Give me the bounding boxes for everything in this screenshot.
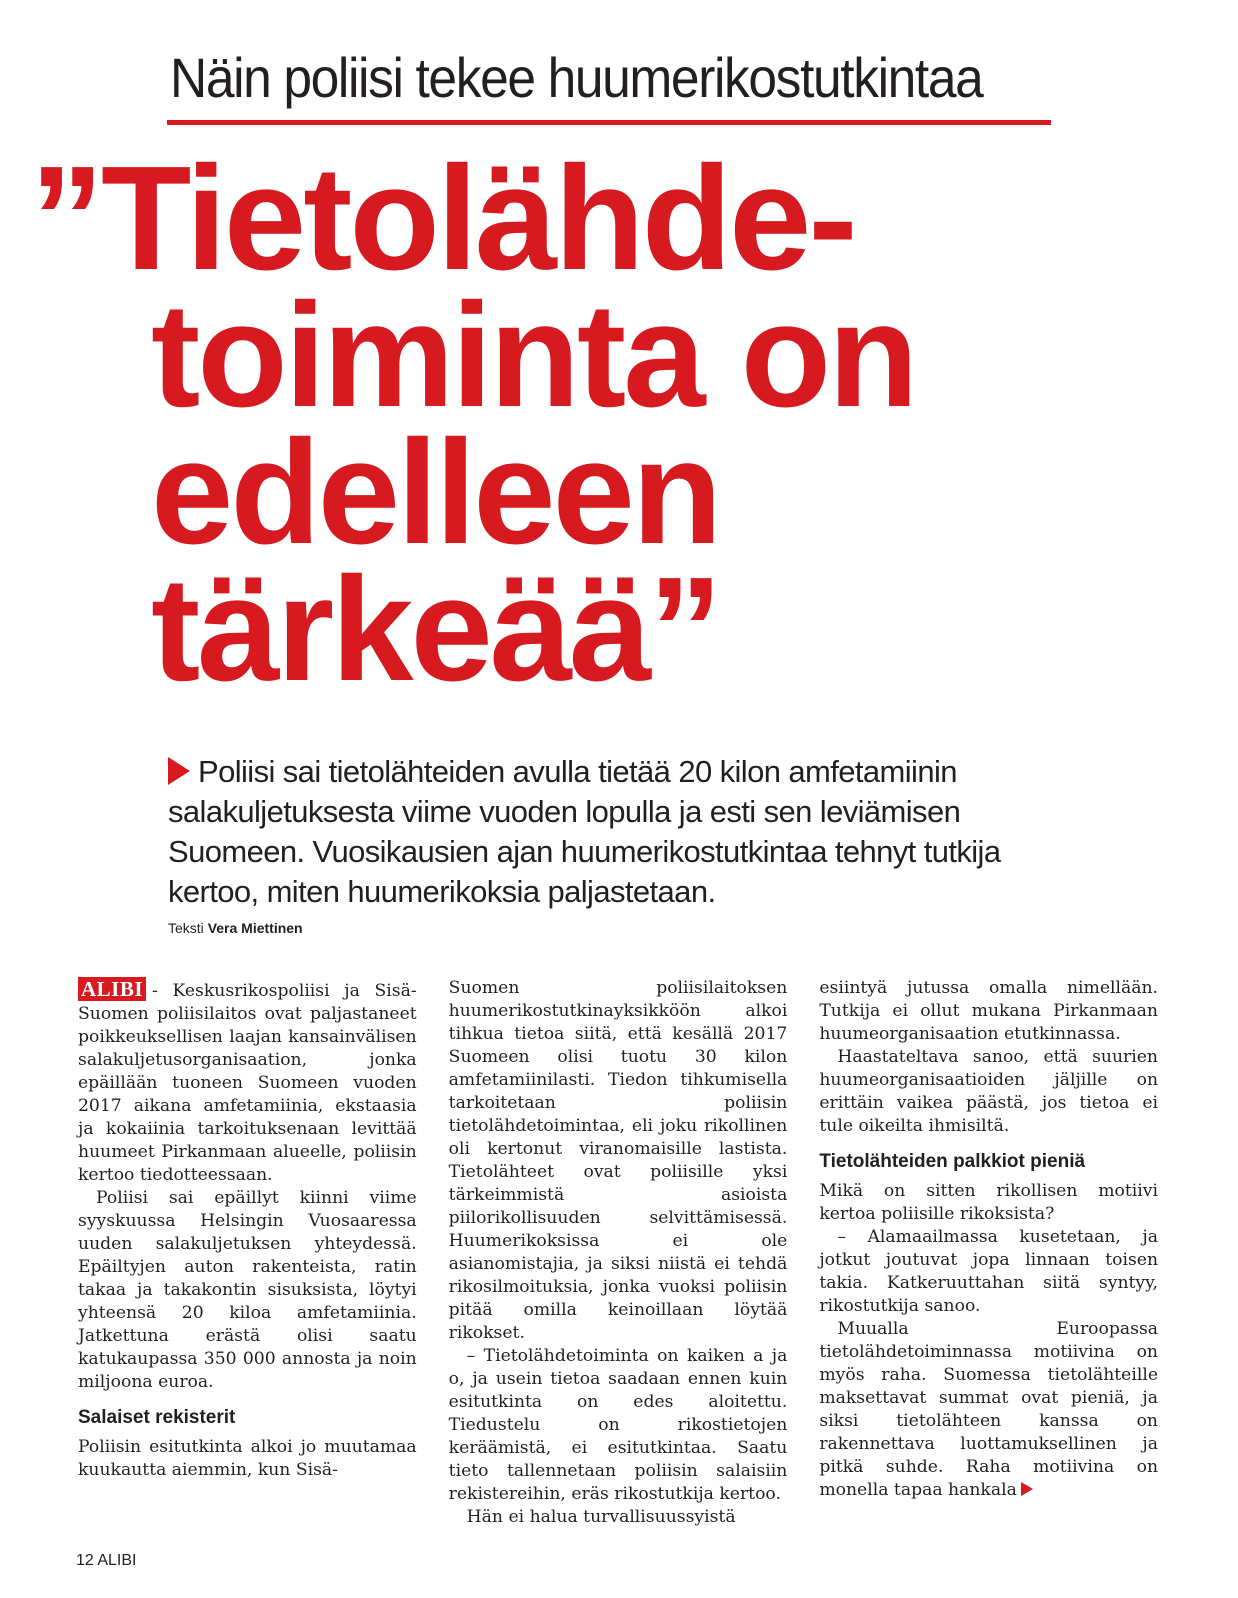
byline: [168, 920, 303, 936]
byline-author: Vera Miettinen: [207, 920, 303, 936]
body-paragraph: – Tietolähdetoiminta on kaiken a ja o, ja usein tietoa saadaan ennen kuin esitutkinta on edes aloitettu. Tiedustelu on rikostietojen keräämistä, ei esitutkintaa. Saatu tieto tallennetaan poliisin salaisiin rekistereihin, eräs rikostutkija kertoo.: [448, 1346, 788, 1504]
headline-line-4: tärkeää”: [151, 547, 720, 712]
body-paragraph: Haastateltava sanoo, että suurien huumeorganisaatioiden jäljille on erittäin vaikea päästä, jos tietoa ei tule oikeilta ihmisiltä.: [819, 1047, 1159, 1136]
headline-line-2: toiminta on: [151, 273, 916, 438]
alibi-badge: ALIBI: [78, 977, 146, 1001]
lead-paragraph: [168, 752, 1068, 912]
headline: [30, 136, 1220, 720]
body-text: - Keskusrikospoliisi ja Sisä-Suomen poliisilaitos ovat paljastaneet poikkeuksellisen laajan kansainvälisen salakuljetusorganisaation, jonka epäillään tuoneen Suomeen vuoden 2017 aikana amfetamiinia, ekstaasia ja kokaiinia tarkoituksenaan levittää huumeet Pirkanmaan alueelle, poliisin kertoo tiedotteessaan.: [78, 981, 417, 1185]
subheading: Salaiset rekisterit: [78, 1407, 236, 1428]
headline-line-1: ”Tietolähde-: [30, 136, 855, 301]
body-paragraph: [819, 1318, 1158, 1502]
column-2: [448, 977, 788, 1527]
body-paragraph: Hän ei halua turvallisuussyistä: [466, 1507, 736, 1527]
column-3: [819, 977, 1158, 1507]
page-folio: 12 ALIBI: [76, 1552, 137, 1569]
kicker-rule: [167, 120, 1051, 125]
body-paragraph: Mikä on sitten rikollisen motiivi kertoa poliisille rikoksista?: [819, 1181, 1159, 1224]
continue-triangle-icon: [1021, 1482, 1033, 1496]
body-paragraph: [78, 977, 417, 1187]
body-text: Muualla Euroopassa tietolähdetoiminnassa motiivina on myös raha. Suomessa tietolähteille maksettavat summat ovat pieniä, ja siksi tietolähteen kanssa on rakennettava luottamuksellinen ja pitkä suhde. Raha motiivina on monella tapaa hankala: [819, 1319, 1159, 1500]
triangle-right-icon: [168, 757, 190, 785]
subheading: Tietolähteiden palkkiot pieniä: [819, 1151, 1086, 1172]
column-1: [78, 977, 417, 1507]
lead-text: Poliisi sai tietolähteiden avulla tietää 20 kilon amfetamiinin salakuljetuksesta viime vuoden lopulla ja esti sen leviämisen Suomeen. Vuosikausien ajan huumerikostutkintaa tehnyt tutkija kertoo, miten huumerikoksia paljastetaan.: [168, 754, 1001, 909]
body-paragraph: esiintyä jutussa omalla nimellään. Tutkija ei ollut mukana Pirkanmaan huumeorganisaation etutkinnassa.: [819, 978, 1159, 1044]
headline-line-3: edelleen: [151, 410, 720, 575]
body-paragraph: Suomen poliisilaitoksen huumerikostutkinayksikköön alkoi tihkua tietoa siitä, että kesällä 2017 Suomeen olisi tuotu 30 kilon amfetamiinilasti. Tiedon tihkumisella tarkoitetaan poliisin tietolähdetoimintaa, eli joku rikollinen oli kertonut viranomaisille lastista. Tietolähteet ovat poliisille yksi tärkeimmistä asioista piilorikollisuuden selvittämisessä. Huumerikoksissa ei ole asianomistajia, ja siksi niistä ei tehdä rikosilmoituksia, jonka vuoksi poliisin pitää omilla keinoillaan löytää rikokset.: [448, 978, 788, 1343]
byline-label: Teksti: [168, 920, 204, 936]
body-paragraph: – Alamaailmassa kusetetaan, ja jotkut joutuvat jopa linnaan toisen takia. Katkeruuttahan siitä syntyy, rikostutkija sanoo.: [819, 1227, 1159, 1316]
article-body: [78, 977, 1159, 1527]
body-paragraph: Poliisin esitutkinta alkoi jo muutamaa kuukautta aiemmin, kun Sisä-: [78, 1437, 417, 1480]
kicker-title: Näin poliisi tekee huumerikostutkintaa: [170, 46, 983, 109]
body-paragraph: Poliisi sai epäillyt kiinni viime syyskuussa Helsingin Vuosaaressa uuden salakuljetuksen yhteydessä. Epäiltyjen auton rakenteista, ratin takaa ja takakontin sisuksista, löytyi yhteensä 20 kiloa amfetamiinia. Jatkettuna erästä olisi saatu katukaupassa 350 000 annosta ja noin miljoona euroa.: [78, 1188, 417, 1392]
